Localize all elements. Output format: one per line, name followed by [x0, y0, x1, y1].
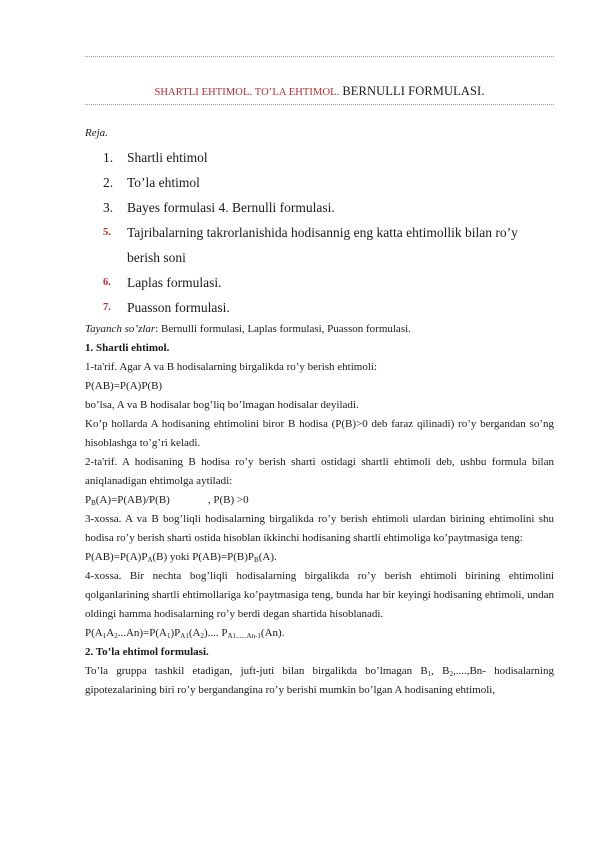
paragraph: bo’lsa, A va B hodisalar bog’liq bo’lmagan hodisalar deyiladi.: [85, 399, 359, 411]
paragraph: 4-xossa. Bir nechta bog’liqli hodisalarning birgalikda ro’y berish ehtimoli birining ehtimolini qolganlarining shartli ehtimollariga ko’paytmasiga teng, bunda har bir keyingi hodisaning ehtimoli, undan oldingi hamma hodisalarning ro’y berdi degan shartida hisoblanadi.: [85, 570, 554, 620]
title-red-part: SHARTLI EHTIMOL. TO’LA EHTIMOL.: [154, 87, 340, 98]
plan-text: berish soni: [127, 250, 186, 265]
top-divider: [85, 56, 554, 57]
paragraph: 1-ta'rif. Agar A va B hodisalarning birgalikda ro’y berish ehtimoli:: [85, 361, 377, 373]
plan-number: 2.: [103, 175, 114, 190]
plan-number: 6.: [103, 277, 111, 288]
plan-list: [103, 145, 543, 320]
plan-item: [103, 145, 543, 170]
plan-number: 1.: [103, 150, 114, 165]
paragraph: 3-xossa. A va B bog’liqli hodisalarning birgalikda ro’y berish ehtimoli ulardan birining ehtimolini shu hodisa ro’y berish sharti ostida hisoblan ikkinchi hodisaning shartli ehtimoliga ko’paytmasiga teng:: [85, 513, 554, 544]
paragraph: Ko’p hollarda A hodisaning ehtimolini biror B hodisa (P(B)>0 deb faraz qilinadi) ro’y bergandan so’ng hisoblashga to’g’ri keladi.: [85, 418, 554, 449]
plan-text: Puasson formulasi.: [127, 300, 230, 315]
section-heading-2: 2. To’la ehtimol formulasi.: [85, 646, 209, 658]
title-black-part: BERNULLI FORMULASI.: [342, 84, 485, 98]
section-heading-1: 1. Shartli ehtimol.: [85, 342, 170, 354]
plan-item: [103, 170, 543, 195]
plan-text: Tajribalarning takrorlanishida hodisannig eng katta ehtimollik bilan ro’y: [127, 225, 518, 240]
title-divider: [85, 104, 554, 105]
formula: $P_B(A)=P(AB)/P(B)$ , P(B) >0: [85, 494, 249, 507]
plan-label: Reja.: [85, 127, 108, 139]
plan-text: Shartli ehtimol: [127, 150, 208, 165]
plan-item: [103, 195, 543, 220]
keywords-label: Tayanch so’zlar: [85, 323, 156, 335]
plan-text: To’la ehtimol: [127, 175, 200, 190]
plan-item: [103, 220, 543, 245]
plan-item: [103, 245, 543, 270]
formula: P(AB)=P(A)P(B): [85, 380, 163, 392]
document-title: [85, 84, 554, 99]
formula: $P(A_1A_2...An)=P(A_1)P_{A1}(A_2)$.... $P_{A1......An-1}(An)$.: [85, 627, 285, 640]
plan-item: [103, 295, 543, 320]
paragraph: 2-ta'rif. A hodisaning B hodisa ro’y berish sharti ostidagi shartli ehtimoli deb, ushbu formula bilan aniqlanadigan ehtimolga aytiladi:: [85, 456, 554, 487]
plan-text: Laplas formulasi.: [127, 275, 222, 290]
keywords-text: : Bernulli formulasi, Laplas formulasi, Puasson formulasi.: [155, 323, 411, 335]
keywords-line: [85, 320, 554, 339]
plan-number: 5.: [103, 227, 111, 238]
paragraph: To’la gruppa tashkil etadigan, juft-juti bilan birgalikda bo’lmagan $B_1$, $B_2,....,Bn-$ hodisalarning gipotezalarining biri ro’y bergandangina ro’y berishi mumkin bo’lgan A hodisaning ehtimoli,: [85, 665, 554, 696]
plan-text: Bayes formulasi 4. Bernulli formulasi.: [127, 200, 335, 215]
plan-number: 7.: [103, 302, 111, 313]
plan-number: [103, 245, 127, 270]
plan-number: 3.: [103, 200, 114, 215]
formula: $P(AB)=P(A)P_A(B)$ yoki $P(AB)=P(B)P_B(A)$.: [85, 551, 277, 564]
plan-item: [103, 270, 543, 295]
body-text: [85, 320, 554, 700]
